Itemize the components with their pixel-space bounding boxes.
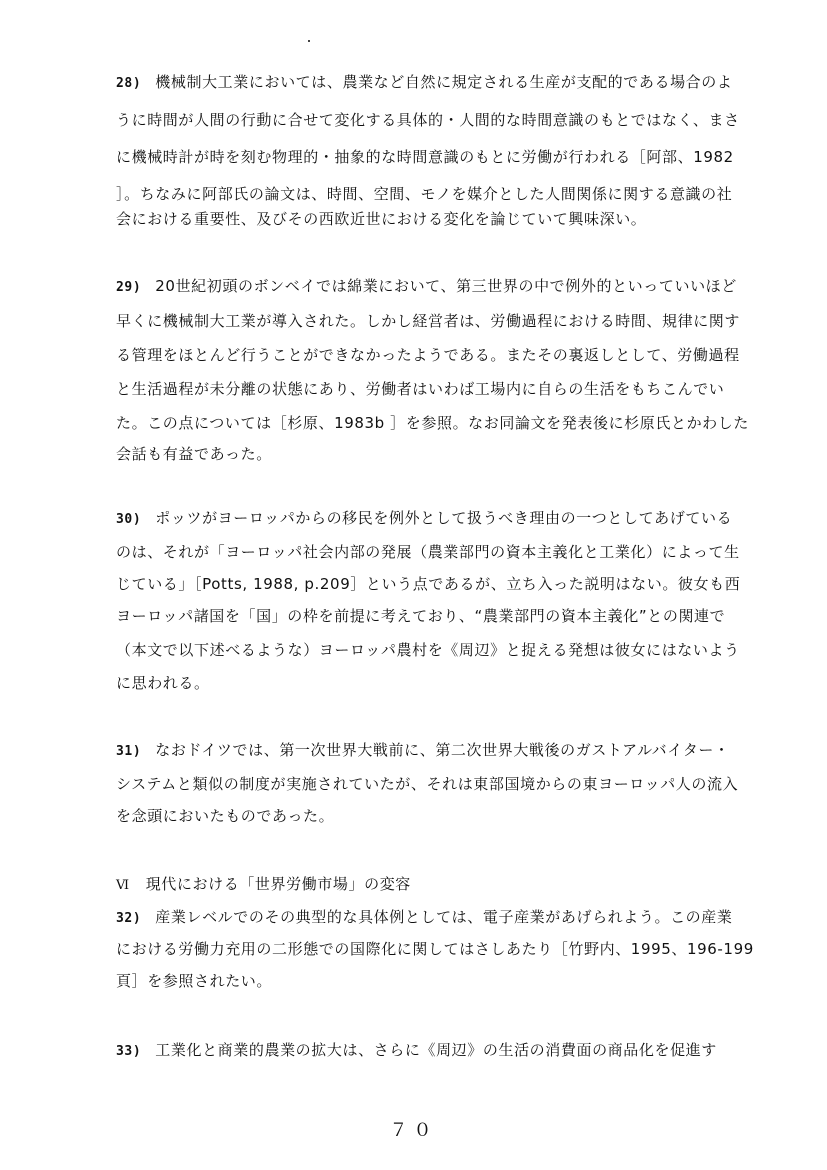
note-number: 33) xyxy=(116,1044,142,1059)
note-30-line-2: のは、それが「ヨーロッパ社会内部の発展（農業部門の資本主義化と工業化）によって生 xyxy=(116,543,740,561)
note-30-line-6: に思われる。 xyxy=(116,674,210,692)
note-30-line-4: ヨーロッパ諸国を「国」の枠を前提に考えており、“農業部門の資本主義化”との関連で xyxy=(116,607,726,625)
section-title: 現代における「世界労働市場」の変容 xyxy=(145,875,411,893)
note-32-line-3: 頁］を参照されたい。 xyxy=(116,972,273,990)
scan-speck xyxy=(308,40,310,42)
page-number: ７０ xyxy=(389,1120,438,1141)
note-28-line-5: 会における重要性、及びその西欧近世における変化を論じていて興味深い。 xyxy=(116,210,647,228)
note-number: 31) xyxy=(116,744,142,759)
note-number: 29) xyxy=(116,280,142,295)
note-29-line-3: る管理をほとんど行うことができなかったようである。またその裏返しとして、労働過程 xyxy=(116,346,740,364)
note-30-line-5: （本文で以下述べるような）ヨーロッパ農村を《周辺》と捉える発想は彼女にはないよう xyxy=(116,641,740,659)
note-29-line-2: 早くに機械制大工業が導入された。しかし経営者は、労働過程における時間、規律に関す xyxy=(116,312,741,330)
note-33-line-1: 33) 工業化と商業的農業の拡大は、さらに《周辺》の生活の消費面の商品化を促進す xyxy=(116,1040,762,1060)
section-roman-numeral: Ⅵ xyxy=(116,878,130,893)
note-29-line-4: と生活過程が未分離の状態にあり、労働者はいわば工場内に自らの生活をもちこんでい xyxy=(116,380,725,398)
note-30-line-3: じている」［Potts, 1988, p.209］という点であるが、立ち入った説明はない。彼女も西 xyxy=(116,575,741,593)
note-28-line-1: 28) 機械制大工業においては、農業など自然に規定される生産が支配的である場合のよ xyxy=(116,72,762,92)
note-29-line-6: 会話も有益であった。 xyxy=(116,445,272,463)
note-31-line-3: を念頭においたものであった。 xyxy=(116,807,335,825)
note-29-line-1: 29) 20世紀初頭のボンベイでは綿業において、第三世界の中で例外的といっていいほど xyxy=(116,276,762,296)
note-30-line-1: 30) ポッツがヨーロッパからの移民を例外として扱うべき理由の一つとしてあげている xyxy=(116,508,762,528)
note-28-line-4: ］。ちなみに阿部氏の論文は、時間、空間、モノを媒介とした人間関係に関する意識の社 xyxy=(116,185,733,203)
note-32-line-2: における労働力充用の二形態での国際化に関してはさしあたり［竹野内、1995、196-199 xyxy=(116,940,754,958)
note-28-line-2: うに時間が人間の行動に合せて変化する具体的・人間的な時間意識のもとではなく、まさ xyxy=(116,111,740,129)
note-31-line-1: 31) なおドイツでは、第一次世界大戦前に、第二次世界大戦後のガストアルバイター・ xyxy=(116,740,762,760)
section-heading xyxy=(116,874,411,896)
note-31-line-2: システムと類似の制度が実施されていたが、それは東部国境からの東ヨーロッパ人の流入 xyxy=(116,775,739,793)
note-number: 32) xyxy=(116,911,142,926)
note-29-line-5: た。この点については［杉原、1983b ］を参照。なお同論文を発表後に杉原氏とかわした xyxy=(116,414,749,432)
note-32-line-1: 32) 産業レベルでのその典型的な具体例としては、電子産業があげられよう。この産業 xyxy=(116,907,762,927)
note-number: 28) xyxy=(116,76,142,91)
note-28-line-3: に機械時計が時を刻む物理的・抽象的な時間意識のもとに労働が行われる［阿部、1982 xyxy=(116,148,734,166)
note-number: 30) xyxy=(116,512,142,527)
